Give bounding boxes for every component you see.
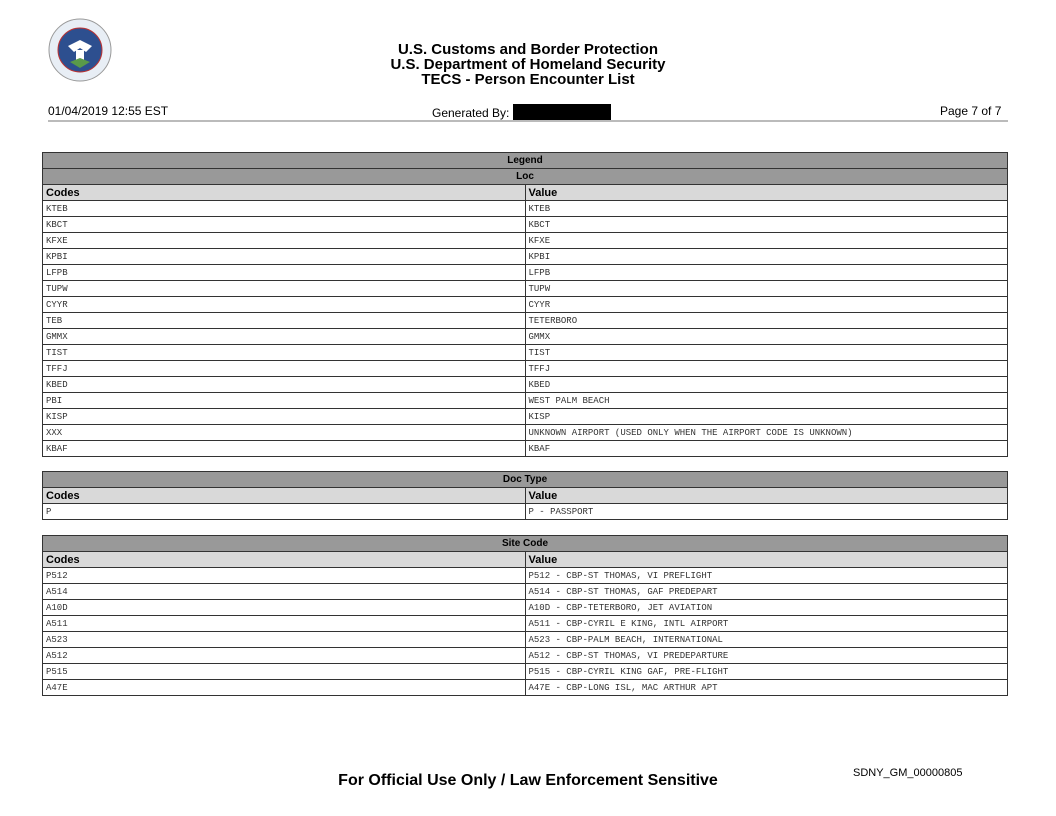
- code-cell: A10D: [43, 600, 526, 616]
- col-value: Value: [525, 552, 1008, 568]
- header-divider: [48, 120, 1008, 122]
- page-number: Page 7 of 7: [940, 104, 1002, 118]
- code-cell: A523: [43, 632, 526, 648]
- value-cell: WEST PALM BEACH: [525, 393, 1008, 409]
- table-row: [43, 441, 1008, 457]
- code-cell: A511: [43, 616, 526, 632]
- agency-title: U.S. Customs and Border Protection: [397, 41, 659, 58]
- code-cell: KPBI: [43, 249, 526, 265]
- value-cell: A511 - CBP-CYRIL E KING, INTL AIRPORT: [525, 616, 1008, 632]
- value-cell: A514 - CBP-ST THOMAS, GAF PREDEPART: [525, 584, 1008, 600]
- report-titles: [0, 42, 1056, 87]
- section-title: Doc Type: [43, 472, 1008, 488]
- section-title: Site Code: [43, 536, 1008, 552]
- code-cell: KBED: [43, 377, 526, 393]
- table-row: [43, 616, 1008, 632]
- table-row: [43, 361, 1008, 377]
- table-row: [43, 249, 1008, 265]
- generated-by: [432, 104, 611, 121]
- table-row: [43, 265, 1008, 281]
- code-cell: KISP: [43, 409, 526, 425]
- table-row: [43, 648, 1008, 664]
- value-cell: A47E - CBP-LONG ISL, MAC ARTHUR APT: [525, 680, 1008, 696]
- code-cell: CYYR: [43, 297, 526, 313]
- code-cell: P512: [43, 568, 526, 584]
- table-row: [43, 281, 1008, 297]
- col-codes: Codes: [43, 488, 526, 504]
- code-cell: KBAF: [43, 441, 526, 457]
- value-cell: TUPW: [525, 281, 1008, 297]
- value-cell: TIST: [525, 345, 1008, 361]
- report-date: 01/04/2019 12:55 EST: [48, 104, 169, 118]
- table-row: [43, 201, 1008, 217]
- code-cell: KFXE: [43, 233, 526, 249]
- table-row: [43, 632, 1008, 648]
- value-cell: TETERBORO: [525, 313, 1008, 329]
- value-cell: KTEB: [525, 201, 1008, 217]
- value-cell: KISP: [525, 409, 1008, 425]
- table-row: [43, 313, 1008, 329]
- table-row: [43, 377, 1008, 393]
- value-cell: P515 - CBP-CYRIL KING GAF, PRE-FLIGHT: [525, 664, 1008, 680]
- table-row: [43, 568, 1008, 584]
- col-codes: Codes: [43, 185, 526, 201]
- code-cell: KBCT: [43, 217, 526, 233]
- generated-by-label: Generated By:: [432, 106, 510, 120]
- code-cell: KTEB: [43, 201, 526, 217]
- bates-number: SDNY_GM_00000805: [853, 767, 963, 779]
- code-cell: A514: [43, 584, 526, 600]
- code-cell: TEB: [43, 313, 526, 329]
- value-cell: P512 - CBP-ST THOMAS, VI PREFLIGHT: [525, 568, 1008, 584]
- legend-site-code-table: [42, 535, 1008, 696]
- code-cell: GMMX: [43, 329, 526, 345]
- table-row: [43, 680, 1008, 696]
- table-row: [43, 584, 1008, 600]
- code-cell: PBI: [43, 393, 526, 409]
- department-title: U.S. Department of Homeland Security: [390, 56, 666, 73]
- table-row: [43, 233, 1008, 249]
- value-cell: UNKNOWN AIRPORT (USED ONLY WHEN THE AIRPORT CODE IS UNKNOWN): [525, 425, 1008, 441]
- table-row: [43, 345, 1008, 361]
- table-row: [43, 664, 1008, 680]
- table-row: [43, 393, 1008, 409]
- value-cell: KBAF: [525, 441, 1008, 457]
- table-row: [43, 600, 1008, 616]
- legend-doc-type-table: [42, 471, 1008, 520]
- table-row: [43, 217, 1008, 233]
- value-cell: LFPB: [525, 265, 1008, 281]
- code-cell: LFPB: [43, 265, 526, 281]
- value-cell: CYYR: [525, 297, 1008, 313]
- value-cell: TFFJ: [525, 361, 1008, 377]
- value-cell: KBED: [525, 377, 1008, 393]
- table-row: [43, 329, 1008, 345]
- code-cell: TFFJ: [43, 361, 526, 377]
- value-cell: A523 - CBP-PALM BEACH, INTERNATIONAL: [525, 632, 1008, 648]
- col-value: Value: [525, 488, 1008, 504]
- value-cell: KBCT: [525, 217, 1008, 233]
- code-cell: TIST: [43, 345, 526, 361]
- value-cell: A10D - CBP-TETERBORO, JET AVIATION: [525, 600, 1008, 616]
- code-cell: TUPW: [43, 281, 526, 297]
- table-row: [43, 425, 1008, 441]
- code-cell: XXX: [43, 425, 526, 441]
- code-cell: A512: [43, 648, 526, 664]
- value-cell: P - PASSPORT: [525, 504, 1008, 520]
- code-cell: P: [43, 504, 526, 520]
- col-codes: Codes: [43, 552, 526, 568]
- value-cell: GMMX: [525, 329, 1008, 345]
- legend-title: Legend: [43, 153, 1008, 169]
- code-cell: A47E: [43, 680, 526, 696]
- report-title: TECS - Person Encounter List: [421, 71, 635, 88]
- table-row: [43, 504, 1008, 520]
- code-cell: P515: [43, 664, 526, 680]
- value-cell: A512 - CBP-ST THOMAS, VI PREDEPARTURE: [525, 648, 1008, 664]
- redaction-box: [513, 104, 611, 121]
- value-cell: KPBI: [525, 249, 1008, 265]
- classification-notice: For Official Use Only / Law Enforcement Sensitive: [338, 772, 718, 789]
- table-row: [43, 297, 1008, 313]
- value-cell: KFXE: [525, 233, 1008, 249]
- section-title: Loc: [43, 169, 1008, 185]
- legend-loc-table: [42, 152, 1008, 457]
- table-row: [43, 409, 1008, 425]
- col-value: Value: [525, 185, 1008, 201]
